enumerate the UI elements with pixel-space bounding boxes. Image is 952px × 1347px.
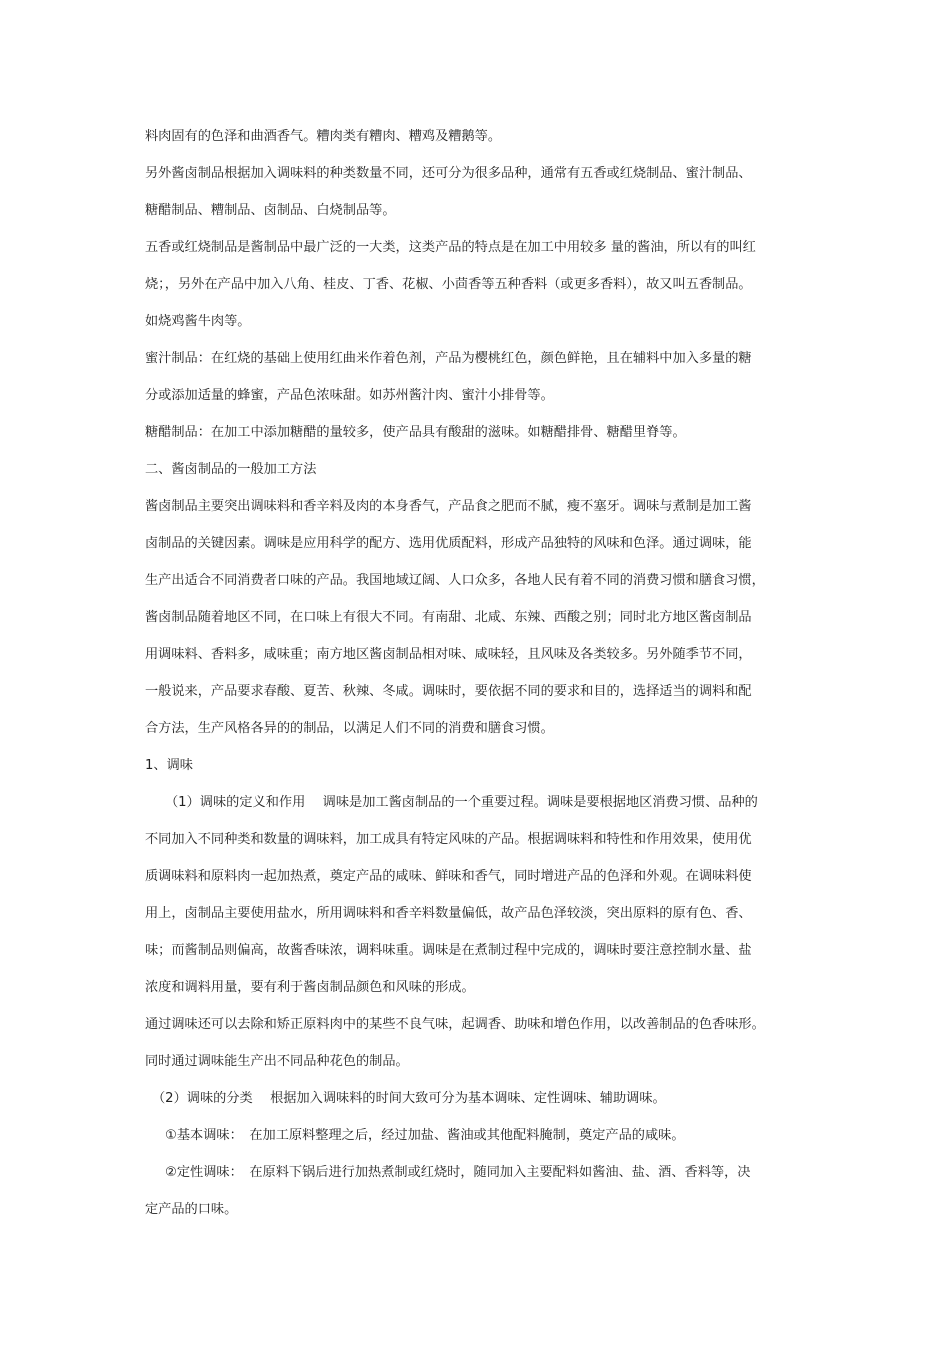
text-line: 用调味料、香料多，咸味重；南方地区酱卤制品相对味、咸味轻，且风味及各类较多。另外随季节不同， bbox=[145, 647, 752, 662]
text-line: 不同加入不同种类和数量的调味料，加工成具有特定风味的产品。根据调味料和特性和作用效果，使用优 bbox=[145, 832, 752, 847]
text-line: 五香或红烧制品是酱制品中最广泛的一大类，这类产品的特点是在加工中用较多 量的酱油，所以有的叫红 bbox=[145, 240, 756, 255]
text-line: 烧；，另外在产品中加入八角、桂皮、丁香、花椒、小茴香等五种香料（或更多香料），故又叫五香制品。 bbox=[145, 277, 752, 292]
text-line: 酱卤制品随着地区不同，在口味上有很大不同。有南甜、北咸、东辣、西酸之别；同时北方地区酱卤制品 bbox=[145, 610, 752, 625]
text-line: 料肉固有的色泽和曲酒香气。糟肉类有糟肉、糟鸡及糟鹅等。 bbox=[145, 129, 502, 144]
text-line: 蜜汁制品：在红烧的基础上使用红曲米作着色剂，产品为樱桃红色，颜色鲜艳，且在辅料中加入多量的糖 bbox=[145, 351, 752, 366]
text-line: 浓度和调料用量，要有利于酱卤制品颜色和风味的形成。 bbox=[145, 980, 475, 995]
text-line: ②定性调味： 在原料下锅后进行加热煮制或红烧时，随同加入主要配料如酱油、盐、酒、香料等，决 bbox=[165, 1165, 751, 1180]
text-line: 一般说来，产品要求春酸、夏苦、秋辣、冬咸。调味时，要依据不同的要求和目的，选择适当的调料和配 bbox=[145, 684, 752, 699]
text-line: 分或添加适量的蜂蜜，产品色浓味甜。如苏州酱汁肉、蜜汁小排骨等。 bbox=[145, 388, 554, 403]
document-body bbox=[145, 118, 817, 1228]
text-line: 糖醋制品、糟制品、卤制品、白烧制品等。 bbox=[145, 203, 396, 218]
text-line: 如烧鸡酱牛肉等。 bbox=[145, 314, 251, 329]
text-line: 酱卤制品主要突出调味料和香辛料及肉的本身香气，产品食之肥而不腻，瘦不塞牙。调味与煮制是加工酱 bbox=[145, 499, 752, 514]
text-line: 另外酱卤制品根据加入调味料的种类数量不同，还可分为很多品种，通常有五香或红烧制品、蜜汁制品、 bbox=[145, 166, 752, 181]
text-line: 卤制品的关键因素。调味是应用科学的配方、选用优质配料，形成产品独特的风味和色泽。通过调味，能 bbox=[145, 536, 752, 551]
section-heading: 二、酱卤制品的一般加工方法 bbox=[145, 462, 317, 477]
text-line: （1）调味的定义和作用 调味是加工酱卤制品的一个重要过程。调味是要根据地区消费习惯、品种的 bbox=[165, 795, 758, 810]
text-line: ①基本调味： 在加工原料整理之后，经过加盐、酱油或其他配料腌制，奠定产品的咸味。 bbox=[165, 1128, 685, 1143]
subsection-heading: 1、调味 bbox=[145, 758, 193, 773]
text-line: 合方法，生产风格各异的的制品，以满足人们不同的消费和膳食习惯。 bbox=[145, 721, 554, 736]
text-line: 糖醋制品：在加工中添加糖醋的量较多，使产品具有酸甜的滋味。如糖醋排骨、糖醋里脊等。 bbox=[145, 425, 686, 440]
text-line: 味；而酱制品则偏高，故酱香味浓，调料味重。调味是在煮制过程中完成的，调味时要注意控制水量、盐 bbox=[145, 943, 752, 958]
text-line: 用上，卤制品主要使用盐水，所用调味料和香辛料数量偏低，故产品色泽较淡，突出原料的原有色、香、 bbox=[145, 906, 752, 921]
text-line: 同时通过调味能生产出不同品种花色的制品。 bbox=[145, 1054, 409, 1069]
text-line: 生产出适合不同消费者口味的产品。我国地域辽阔、人口众多，各地人民有着不同的消费习惯和膳食习惯， bbox=[145, 573, 765, 588]
text-line: 通过调味还可以去除和矫正原料肉中的某些不良气味，起调香、助味和增色作用，以改善制品的色香味形。 bbox=[145, 1017, 765, 1032]
text-line: 质调味料和原料肉一起加热煮，奠定产品的咸味、鲜味和香气，同时增进产品的色泽和外观。在调味料使 bbox=[145, 869, 752, 884]
text-line: 定产品的口味。 bbox=[145, 1202, 238, 1217]
text-line: （2）调味的分类 根据加入调味料的时间大致可分为基本调味、定性调味、辅助调味。 bbox=[152, 1091, 666, 1106]
